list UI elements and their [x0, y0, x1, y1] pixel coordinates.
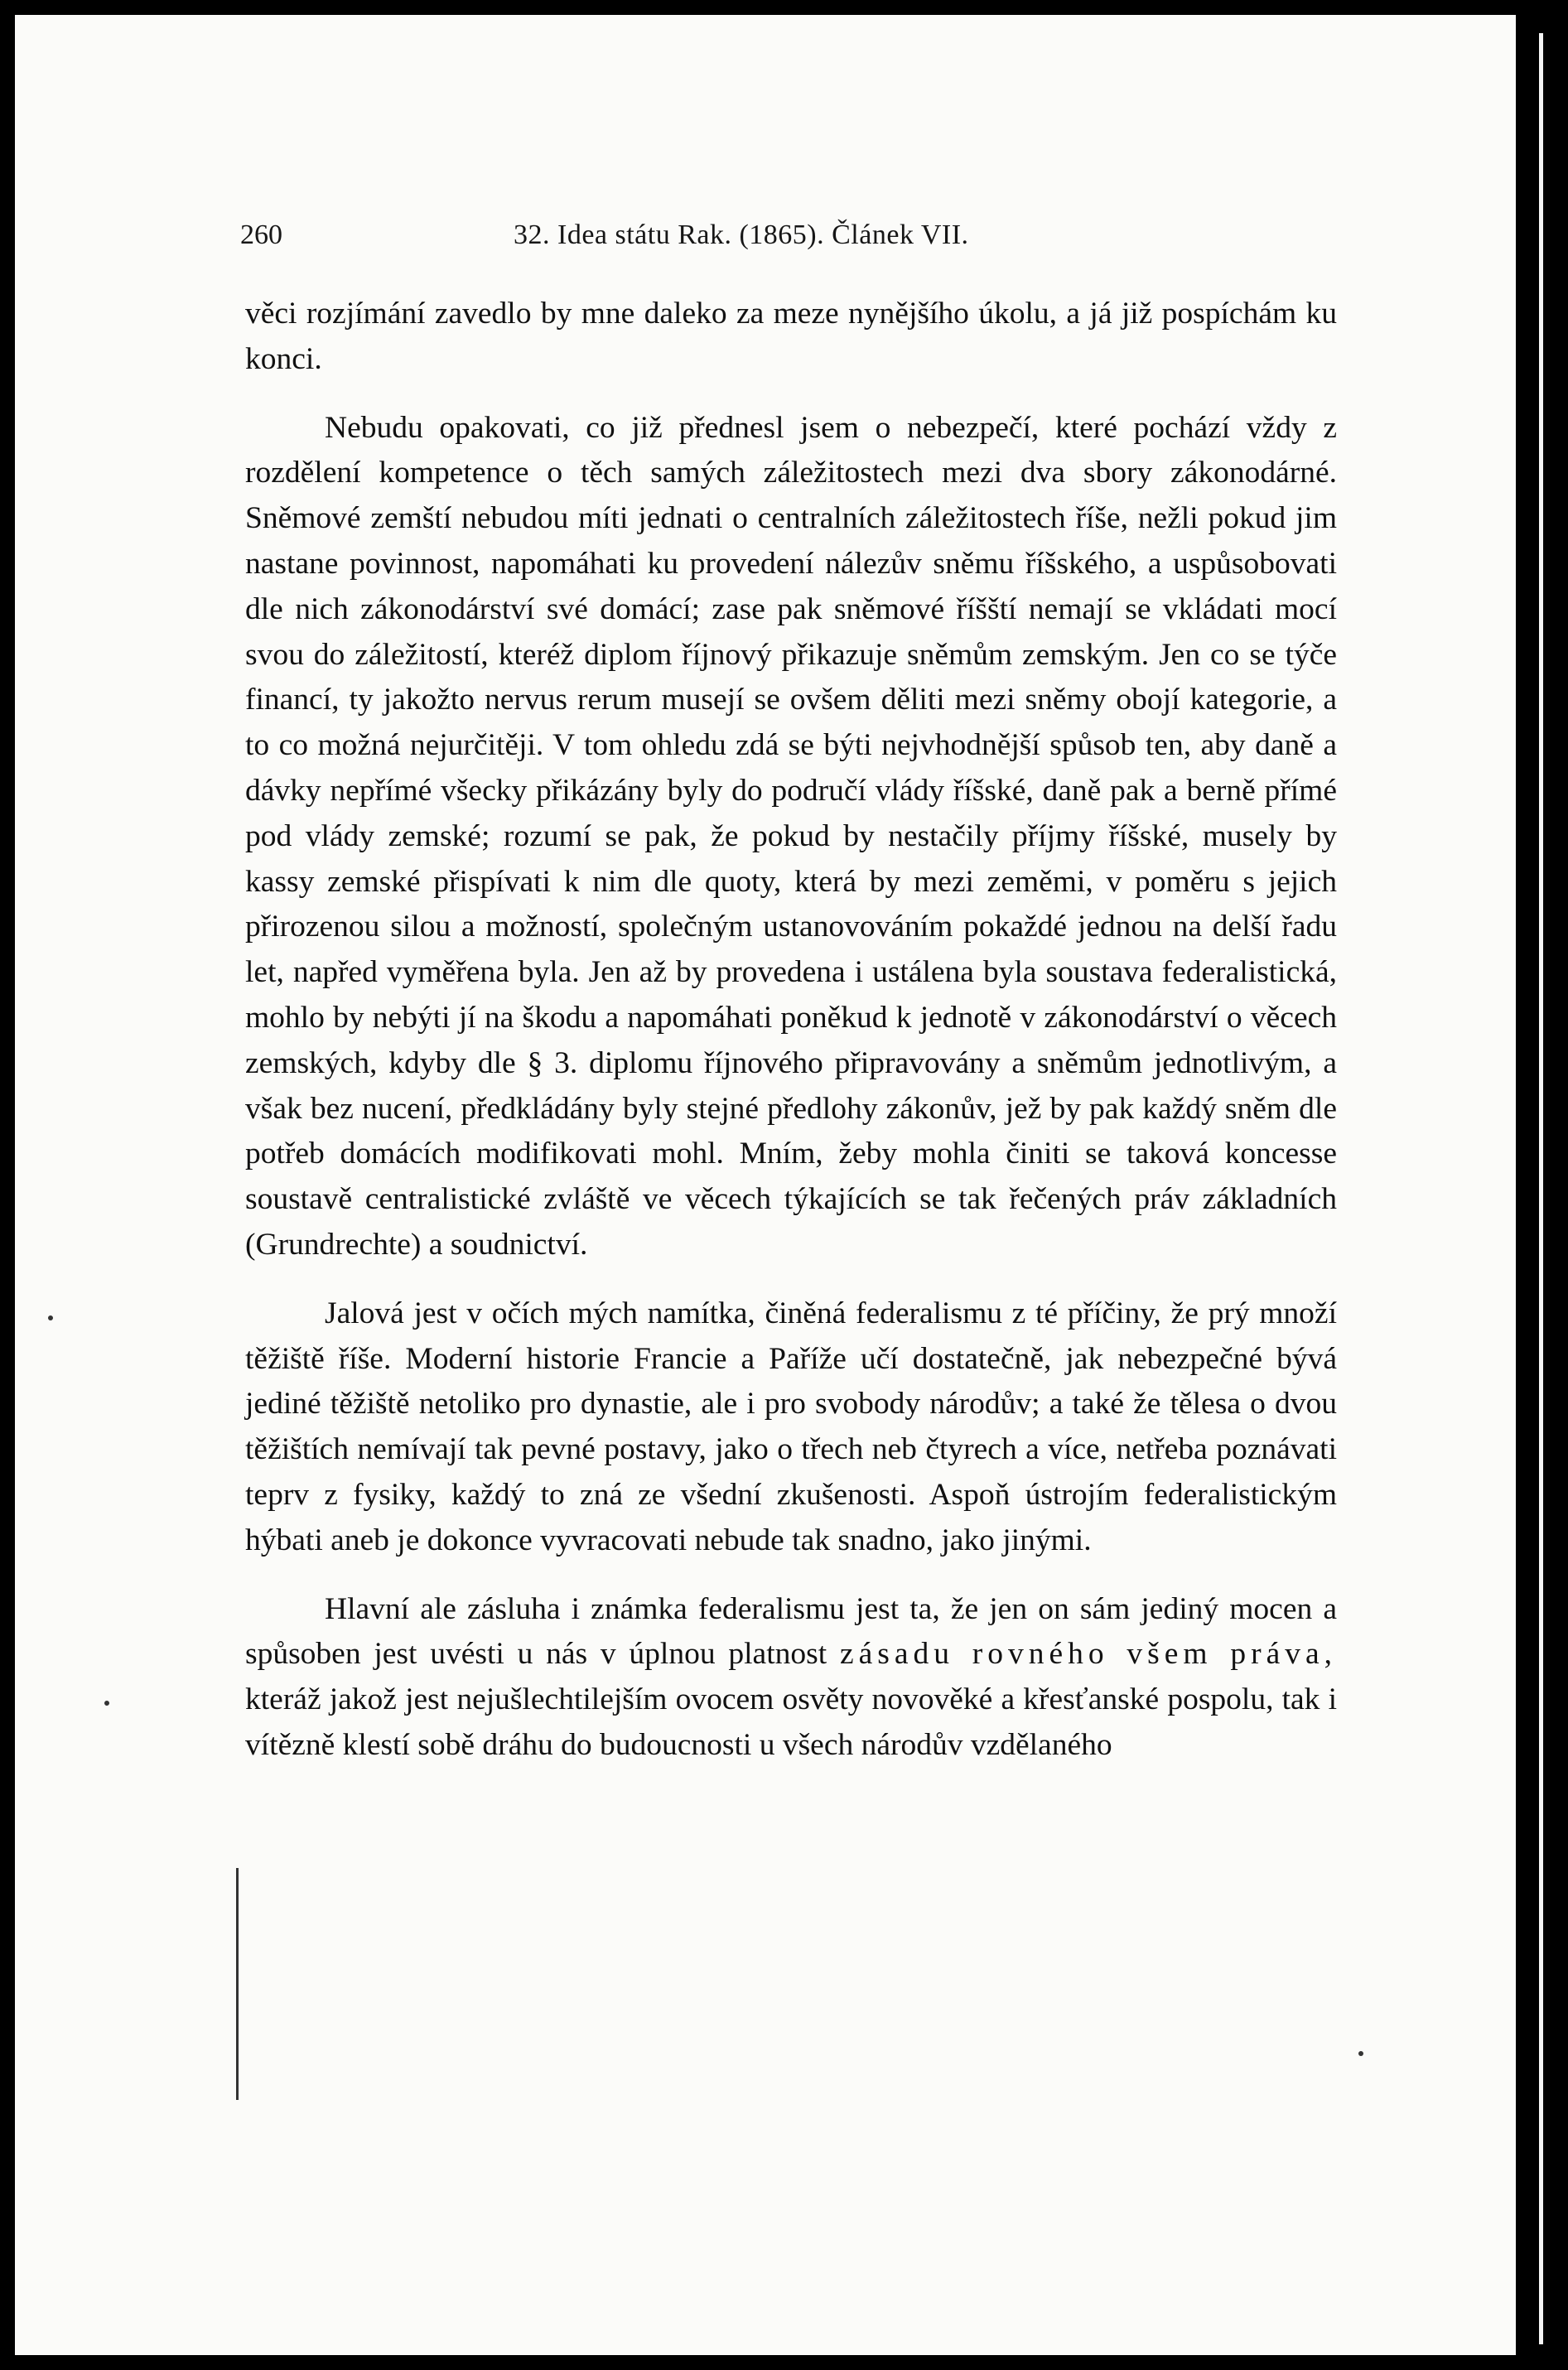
running-head: 32. Idea státu Rak. (1865). Článek VII.: [514, 220, 969, 250]
paragraph-4-end: kteráž jakož jest nejušlechtilejším ovocem osvěty novověké a křesťanské pospolu, tak i vítězně klestí sobě dráhu do budoucnosti u všech národův vzdělaného: [245, 1682, 1337, 1762]
page-edge-line: [1539, 33, 1543, 2344]
emphasized-phrase: zásadu rovného všem práva,: [839, 1637, 1338, 1672]
paragraph-2: Nebudu opakovati, co již přednesl jsem o nebezpečí, které pochází vždy z rozdělení kompetence o těch samých záležitostech mezi dva sbory zákonodárné. Sněmové zemští nebudou míti jednati o centralních záležitostech říše, nežli pokud jim nastane povinnost, napomáhati ku provedení nálezův sněmu říšského, a uspůsobovati dle nich zákonodárství své domácí; zase pak sněmové říšští nemají se vkládati mocí svou do záležitostí, kteréž diplom říjnový přikazuje sněmům zemským. Jen co se týče financí, ty jakožto nervus rerum musejí se ovšem děliti mezi sněmy obojí kategorie, a to co možná nejurčitěji. V tom ohledu zdá se býti nejvhodnější spůsob ten, aby daně a dávky nepřímé všecky přikázány byly do područí vlády říšské, daně pak a berně přímé pod vlády zemské; rozumí se pak, že pokud by nestačily příjmy říšské, musely by kassy zemské přispívati k nim dle quoty, která by mezi zeměmi, v poměru s jejich přirozenou silou a možností, společným ustanovováním pokaždé jednou na delší řadu let, napřed vyměřena byla. Jen až by provedena i ustálena byla soustava federalistická, mohlo by nebýti jí na škodu a napomáhati poněkud k jednotě v zákonodárství o věcech zemských, kdyby dle § 3. diplomu říjnového připravovány a sněmům jednotlivým, a však bez nucení, předkládány byly stejné předlohy zákonův, jež by pak každý sněm dle potřeb domácích modifikovati mohl. Mním, žeby mohla činiti se taková koncesse soustavě centralistické zvláště ve věcech týkajících se tak řečených práv základních (Grundrechte) a soudnictví.: [245, 410, 1337, 1262]
page-number: 260: [240, 220, 282, 250]
scan-speck: [48, 1315, 53, 1320]
margin-mark: [236, 1868, 239, 2100]
paragraph-3: Jalová jest v očích mých namítka, činěná federalismu z té příčiny, že prý množí těžiště říše. Moderní historie Francie a Paříže učí dostatečně, jak nebezpečné bývá jediné těžiště netoliko pro dynastie, ale i pro svobody národův; a také že tělesa o dvou těžištích nemívají tak pevné postavy, jako o třech neb čtyrech a více, netřeba poznávati teprv z fysiky, každý to zná ze všední zkušenosti. Aspoň ústrojím federalistickým hýbati aneb je dokonce vyvracovati nebude tak snadno, jako jinými.: [245, 1296, 1337, 1557]
scan-speck: [1358, 2051, 1363, 2056]
paragraph-4: [245, 1587, 1337, 1769]
body-text: [245, 292, 1337, 1769]
paragraph-1: věci rozjímání zavedlo by mne daleko za meze nynějšího úkolu, a já již pospíchám ku konci.: [245, 297, 1337, 376]
page-header: [240, 220, 1342, 256]
paragraph-4-start: Hlavní ale zásluha i známka federalismu jest ta, že jen on sám jediný mocen a spůsoben jest uvésti u nás v úplnou platnost: [245, 1591, 1337, 1672]
scan-speck: [104, 1701, 109, 1706]
